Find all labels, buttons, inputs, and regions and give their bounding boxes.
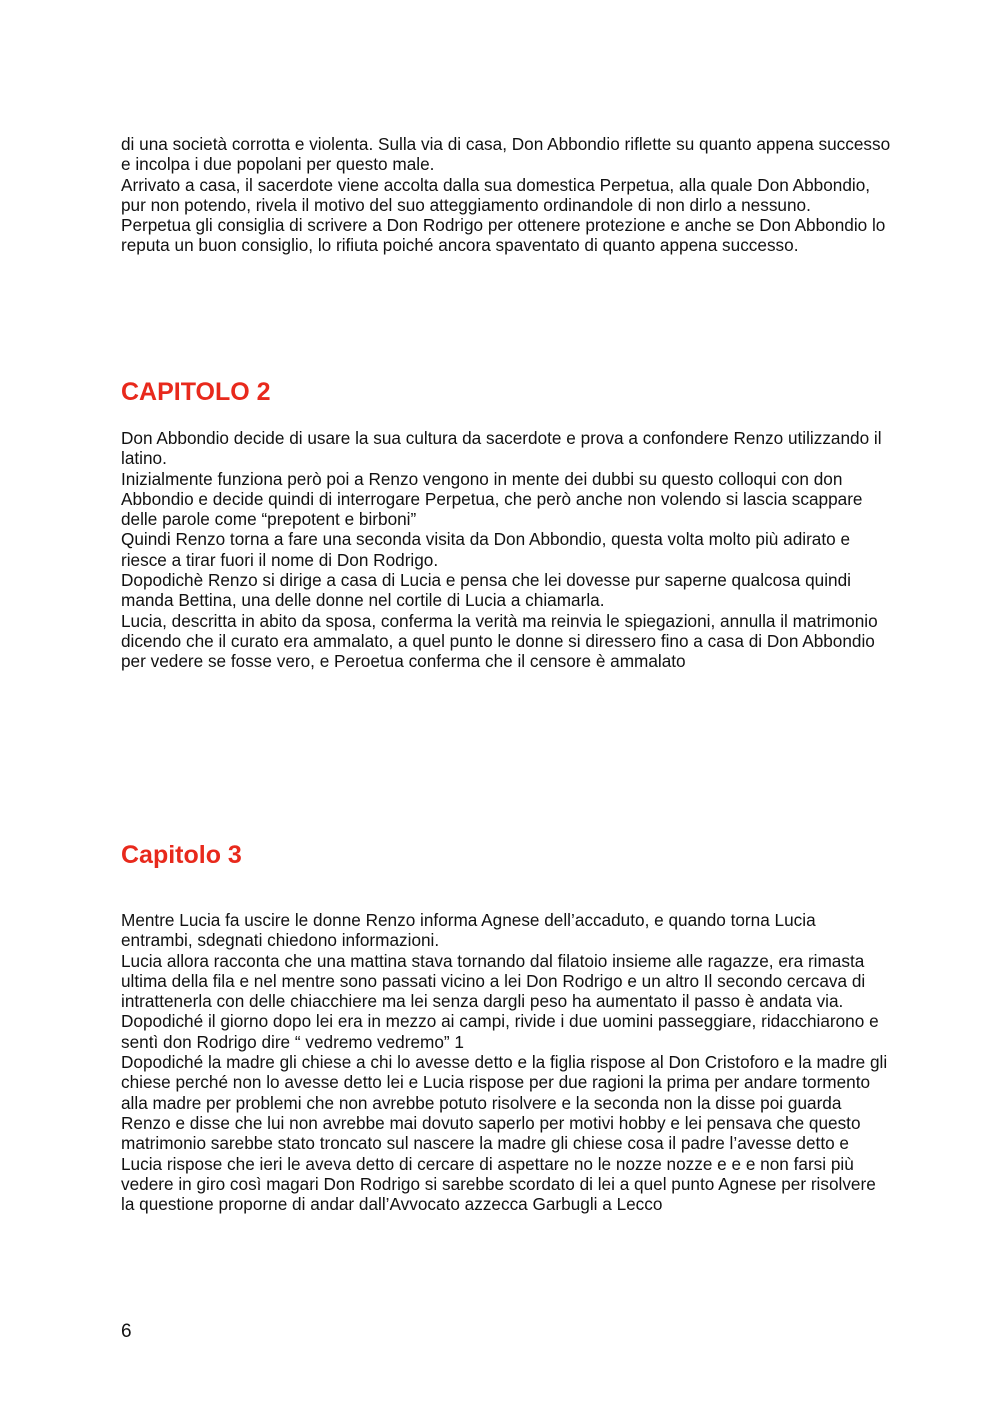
chapter-3-paragraph-4: Dopodiché la madre gli chiese a chi lo avesse detto e la figlia rispose al Don Cristoforo e la madre gli chiese perché non lo avesse detto lei e Lucia rispose per due ragioni la prima per andare tormento alla madre per problemi che non avrebbe potuto risolvere e la seconda non la disse poi guarda Renzo e disse che lui non avrebbe mai dovuto saperlo per motivi hobby e lei pensava che questo matrimonio sarebbe stato troncato sul nascere la madre gli chiese cosa il padre l’avesse detto e Lucia rispose che ieri le aveva detto di cercare di aspettare no le nozze nozze e e e non farsi più vedere in giro così magari Don Rodrigo si sarebbe scordato di lei a quel punto Agnese per risolvere la questione proporne di andar dall’Avvocato azzecca Garbugli a Lecco (121, 1052, 888, 1215)
chapter-2-paragraph-4: Dopodichè Renzo si dirige a casa di Lucia e pensa che lei dovesse pur saperne qualcosa quindi manda Bettina, una delle donne nel cortile di Lucia a chiamarla. (121, 570, 851, 611)
page-number: 6 (121, 1321, 132, 1342)
chapter-2-heading: CAPITOLO 2 (121, 378, 271, 406)
chapter-2-text-block (121, 428, 891, 672)
intro-paragraph-3: Perpetua gli consiglia di scrivere a Don Rodrigo per ottenere protezione e anche se Don Abbondio lo reputa un buon consiglio, lo rifiuta poiché ancora spaventato di quanto appena successo. (121, 215, 886, 256)
chapter-2-paragraph-5: Lucia, descritta in abito da sposa, conferma la verità ma reinvia le spiegazioni, annulla il matrimonio dicendo che il curato era ammalato, a quel punto le donne si diressero fino a casa di Don Abbondio per vedere se fosse vero, e Peroetua conferma che il censore è ammalato (121, 610, 878, 672)
chapter-2-paragraph-2: Inizialmente funziona però poi a Renzo vengono in mente dei dubbi su questo colloqui con don Abbondio e decide quindi di interrogare Perpetua, che però anche non volendo si lascia scappare delle parole come “prepotent e birboni” (121, 468, 863, 530)
intro-paragraph-1: di una società corrotta e violenta. Sulla via di casa, Don Abbondio riflette su quanto appena successo e incolpa i due popolani per questo male. (121, 134, 891, 175)
intro-text-block (121, 134, 891, 256)
chapter-3-text-block (121, 910, 891, 1214)
intro-paragraph-2: Arrivato a casa, il sacerdote viene accolta dalla sua domestica Perpetua, alla quale Don Abbondio, pur non potendo, rivela il motivo del suo atteggiamento ordinandole di non dirlo a nessuno. (121, 174, 871, 215)
chapter-3-paragraph-1: Mentre Lucia fa uscire le donne Renzo informa Agnese dell’accaduto, e quando torna Lucia entrambi, sdegnati chiedono informazioni. (121, 910, 816, 951)
chapter-2-paragraph-3: Quindi Renzo torna a fare una seconda visita da Don Abbondio, questa volta molto più adirato e riesce a tirar fuori il nome di Don Rodrigo. (121, 529, 851, 570)
chapter-2-paragraph-1: Don Abbondio decide di usare la sua cultura da sacerdote e prova a confondere Renzo utilizzando il latino. (121, 428, 882, 469)
chapter-3-heading: Capitolo 3 (121, 841, 242, 869)
chapter-3-paragraph-2: Lucia allora racconta che una mattina stava tornando dal filatoio insieme alle ragazze, era rimasta ultima della fila e nel mentre sono passati vicino a lei Don Rodrigo e un altro Il secondo cercava di intrattenerla con delle chiacchiere ma lei senza dargli peso ha aumentato il passo è andata via. (121, 950, 866, 1012)
chapter-3-paragraph-3: Dopodiché il giorno dopo lei era in mezzo ai campi, rivide i due uomini passeggiare, ridacchiarono e sentì don Rodrigo dire “ vedremo vedremo” 1 (121, 1011, 879, 1052)
